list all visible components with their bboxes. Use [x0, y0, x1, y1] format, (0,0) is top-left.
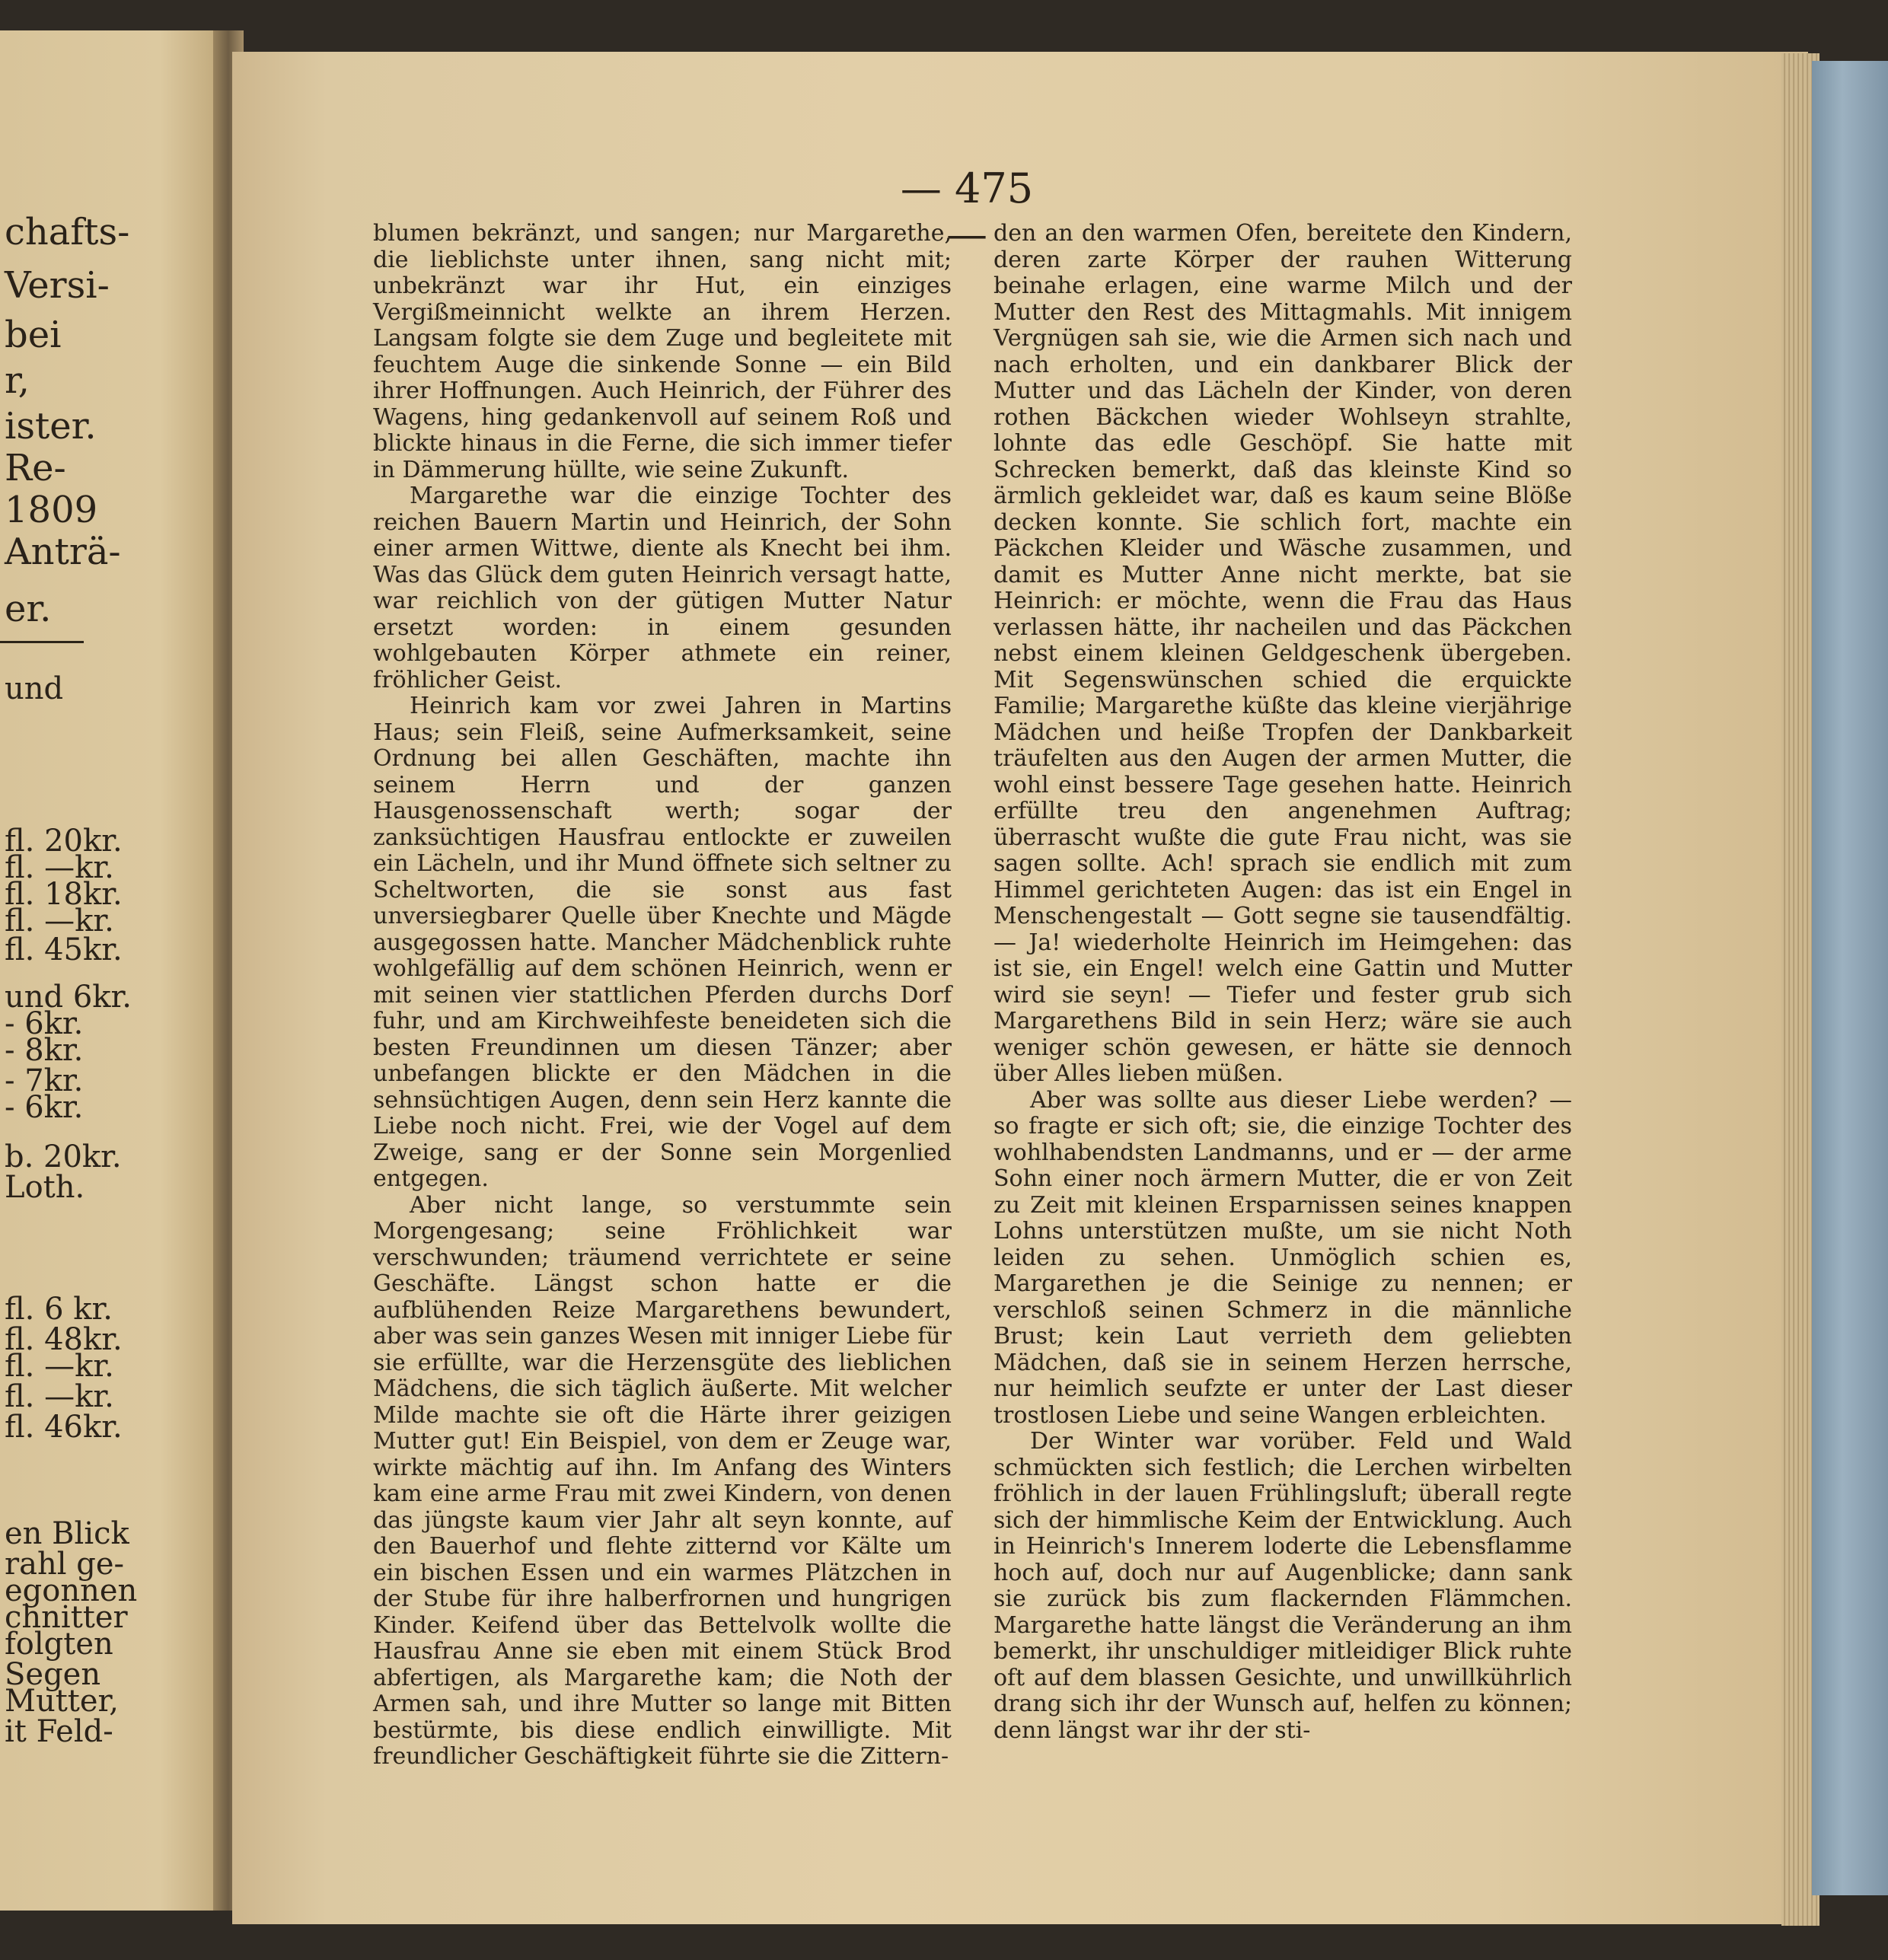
left-page-line: er. — [5, 588, 52, 630]
left-page-line: fl. 20kr. — [5, 824, 123, 859]
left-page-line: fl. —kr. — [5, 904, 114, 939]
left-page-line: und — [5, 671, 64, 706]
paragraph: Margarethe war die einzige Tochter des reichen Bauern Martin und Heinrich, der Sohn einer armen Wittwe, diente als Knecht bei ihm. Was das Glück dem guten Heinrich versagt hatte, war reichlich von der gütigen Mutter Natur ersetzt worden: in einem gesunden wohlgebauten Körper athmete ein reiner, fröhlicher Geist. — [373, 483, 952, 693]
left-page-line: chafts- — [5, 211, 130, 253]
left-page-rule — [0, 641, 84, 643]
paragraph: blumen bekränzt, und sangen; nur Margarethe, die lieblichste unter ihnen, sang nicht mit; unbekränzt war ihr Hut, ein einziges Vergißmeinnicht welkte an ihrem Herzen. Langsam folgte sie dem Zuge und begleitete mit feuchtem Auge die sinkende Sonne — ein Bild ihrer Hoffnungen. Auch Heinrich, der Führer des Wagens, hing gedankenvoll auf seinem Roß und blickte hinaus in die Ferne, die sich immer tiefer in Dämmerung hüllte, wie seine Zukunft. — [373, 220, 952, 483]
left-page-line: Versi- — [5, 264, 110, 307]
left-page-line: - 6kr. — [5, 1006, 84, 1041]
text-column-left — [373, 221, 952, 1770]
left-page-line: fl. 45kr. — [5, 932, 123, 967]
left-page-line: fl. —kr. — [5, 1349, 114, 1384]
paragraph: Aber nicht lange, so verstummte sein Morgengesang; seine Fröhlichkeit war verschwunden; träumend verrichtete er seine Geschäfte. Längst schon hatte er die aufblühenden Reize Margarethens bewundert, aber was sein ganzes Wesen mit inniger Liebe für sie erfüllte, war die Herzensgüte des lieblichen Mädchens, die sich täglich äußerte. Mit welcher Milde machte sie oft die Härte ihrer geizigen Mutter gut! Ein Beispiel, von dem er Zeuge war, wirkte mächtig auf ihn. Im Anfang des Winters kam eine arme Frau mit zwei Kindern, von denen das jüngste kaum vier Jahr alt seyn konnte, auf den Bauerhof und flehte zitternd vor Kälte um ein bischen Essen und ein warmes Plätzchen in der Stube für ihre halberfrornen und hungrigen Kinder. Keifend über das Bettelvolk wollte die Hausfrau Anne sie eben mit einem Stück Brod abfertigen, als Margarethe kam; die Noth der Armen sah, und ihre Mutter so lange mit Bitten bestürmte, bis diese endlich einwilligte. Mit freundlicher Geschäftigkeit führte sie die Zittern- — [373, 1191, 952, 1770]
left-page-line: Segen — [5, 1657, 101, 1692]
left-page-line: und 6kr. — [5, 980, 132, 1015]
left-page-line: chnitter — [5, 1600, 128, 1635]
left-page-line: bei — [5, 314, 62, 356]
paragraph: Heinrich kam vor zwei Jahren in Martins Haus; sein Fleiß, seine Aufmerksamkeit, seine Ordnung bei allen Geschäften, machte ihn seinem Herrn und der ganzen Hausgenossenschaft werth; sogar der zanksüchtigen Hausfrau entlockte er zuweilen ein Lächeln, und ihr Mund öffnete sich seltner zu Scheltworten, die sie sonst aus fast unversiegbarer Quelle über Knechte und Mägde ausgegossen hatte. Mancher Mädchenblick ruhte wohlgefällig auf dem schönen Heinrich, wenn er mit seinen vier stattlichen Pferden durchs Dorf fuhr, und am Kirchweihfeste beneideten sich die besten Freundinnen um diesen Tänzer; aber unbefangen blickte er den Mädchen in die sehnsüchtigen Augen, denn sein Herz kannte die Liebe noch nicht. Frei, wie der Vogel auf dem Zweige, sang er der Sonne sein Morgenlied entgegen. — [373, 693, 952, 1192]
left-page-line: Re- — [5, 447, 66, 489]
left-page-line: b. 20kr. — [5, 1139, 122, 1174]
paragraph: Der Winter war vorüber. Feld und Wald schmückten sich festlich; die Lerchen wirbelten fröhlich in der lauen Frühlingsluft; überall regte sich der himmlische Keim der Entwicklung. Auch in Heinrich's Innerem loderte die Lebensflamme hoch auf, doch nur auf Augenblicke; dann sank sie zurück bis zum flackernden Flämmchen. Margarethe hatte längst die Veränderung an ihm bemerkt, ihr unschuldiger mitleidiger Blick ruhte oft auf dem blassen Gesichte, und unwillkührlich drang sich ihr der Wunsch auf, helfen zu können; denn längst war ihr der sti- — [993, 1428, 1572, 1744]
book-cover-edge — [1812, 61, 1888, 1895]
left-page-line: - 6kr. — [5, 1090, 84, 1125]
left-page-line: fl. 6 kr. — [5, 1292, 113, 1327]
paragraph: den an den warmen Ofen, bereitete den Kindern, deren zarte Körper der rauhen Witterung beinahe erlagen, eine warme Milch und der Mutter den Rest des Mittagmahls. Mit innigem Vergnügen sah sie, wie die Armen sich nach und nach erholten, und ein dankbarer Blick der Mutter und das Lächeln der Kinder, von deren rothen Bäckchen wieder Wohlseyn strahlte, lohnte das edle Geschöpf. Sie hatte mit Schrecken bemerkt, daß das kleinste Kind so ärmlich gekleidet war, daß es kaum seine Blöße decken konnte. Sie schlich fort, machte ein Päckchen Kleider und Wäsche zusammen, und damit es Mutter Anne nicht merkte, bat sie Heinrich: er möchte, wenn die Frau das Haus verlassen hätte, ihr nacheilen und das Päckchen nebst einem kleinen Geldgeschenk übergeben. Mit Segenswünschen schied die erquickte Familie; Margarethe küßte das kleine vierjährige Mädchen und heiße Tropfen der Dankbarkeit träufelten aus den Augen der armen Mutter, die wohl einst bessere Tage gesehen hatte. Heinrich erfüllte treu den angenehmen Auftrag; überrascht wußte die gute Frau nicht, was sie sagen sollte. Ach! sprach sie endlich mit zum Himmel gerichteten Augen: das ist ein Engel in Menschengestalt — Gott segne sie tausendfältig. — Ja! wiederholte Heinrich im Heimgehen: das ist sie, ein Engel! welch eine Gattin und Mutter wird sie seyn! — Tiefer und fester grub sich Margarethens Bild in sein Herz; wäre sie auch weniger schön gewesen, er hätte sie dennoch über Alles lieben müßen. — [993, 220, 1572, 1087]
previous-page-edge — [0, 30, 228, 1911]
left-page-line: r, — [5, 359, 30, 402]
left-page-line: fl. 18kr. — [5, 877, 123, 912]
left-page-line: egonnen — [5, 1573, 138, 1608]
left-page-line: Anträ- — [5, 531, 121, 573]
left-page-line: - 8kr. — [5, 1033, 84, 1068]
left-page-line: fl. 48kr. — [5, 1322, 123, 1357]
left-page-line: ister. — [5, 405, 97, 448]
left-page-line: 1809 — [5, 489, 98, 531]
left-page-line: Mutter, — [5, 1684, 119, 1719]
paragraph: Aber was sollte aus dieser Liebe werden? — so fragte er sich oft; sie, die einzige Tochter des wohlhabendsten Landmanns, und er — der arme Sohn einer noch ärmern Mutter, die er von Zeit zu Zeit mit kleinen Ersparnissen seines knappen Lohns unterstützen mußte, um sie nicht Noth leiden zu sehen. Unmöglich schien es, Margarethen je die Seinige zu nennen; er verschloß seinen Schmerz in die männliche Brust; kein Laut verrieth dem geliebten Mädchen, daß sie in seinem Herzen herrsche, nur heimlich seufzte er unter der Last dieser trostlosen Liebe und seine Wangen erbleichten. — [993, 1086, 1572, 1429]
left-page-line: en Blick — [5, 1516, 129, 1551]
page-number: — 475 — — [900, 164, 1034, 258]
left-page-line: folgten — [5, 1627, 113, 1662]
left-page-line: rahl ge- — [5, 1547, 125, 1582]
left-page-line: it Feld- — [5, 1714, 113, 1749]
left-page-line: Loth. — [5, 1170, 85, 1205]
text-column-right — [993, 221, 1572, 1744]
left-page-line: fl. —kr. — [5, 1379, 114, 1414]
left-page-line: fl. —kr. — [5, 850, 114, 885]
left-page-line: fl. 46kr. — [5, 1410, 123, 1445]
left-page-line: - 7kr. — [5, 1063, 84, 1098]
